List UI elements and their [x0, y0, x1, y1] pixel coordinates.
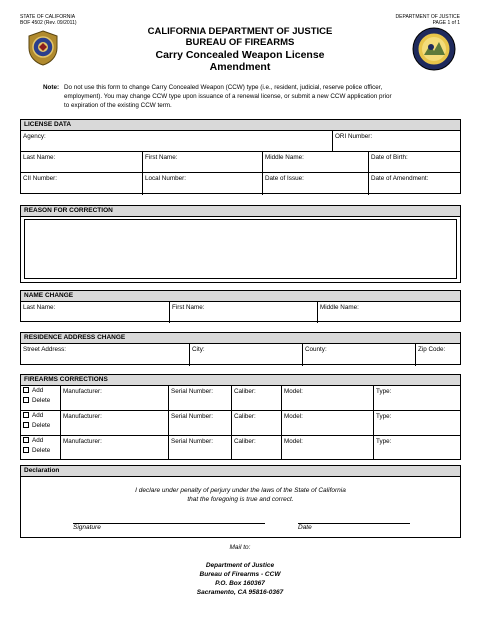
signature-line[interactable] [73, 523, 265, 524]
note-line-3: to expiration of the existing CCW term. [64, 102, 172, 109]
page-number: PAGE 1 of 1 [432, 20, 460, 26]
mail-address-line-3: P.O. Box 160367 [215, 580, 265, 587]
type-field[interactable]: Type: [373, 386, 460, 410]
declaration-line-2: that the foregoing is true and correct. [187, 496, 294, 503]
street-address-field[interactable]: Street Address: [23, 346, 67, 353]
ori-number-field[interactable]: ORI Number: [332, 131, 460, 151]
mail-address-line-2: Bureau of Firearms - CCW [199, 571, 281, 578]
model-field[interactable]: Model: [281, 411, 373, 435]
reason-textarea[interactable] [24, 219, 457, 279]
license-data-section [20, 119, 461, 194]
middle-name-field[interactable]: Middle Name: [262, 152, 368, 172]
last-name-field[interactable]: Last Name: [23, 154, 56, 161]
mail-address-line-4: Sacramento, CA 95816-0367 [196, 589, 284, 596]
add-checkbox[interactable]: Add [23, 387, 58, 395]
serial-number-field[interactable]: Serial Number: [168, 436, 231, 460]
mail-to-label: Mail to: [229, 544, 251, 551]
license-data-heading: LICENSE DATA [21, 120, 460, 131]
form-number: BOF 4502 (Rev. 09/2011) [20, 20, 77, 26]
department-label: DEPARTMENT OF JUSTICE [395, 14, 460, 20]
add-checkbox[interactable]: Add [23, 437, 58, 445]
first-name-field[interactable]: First Name: [142, 152, 262, 172]
firearm-row [21, 386, 460, 411]
new-last-name-field[interactable]: Last Name: [23, 304, 56, 311]
date-line[interactable] [298, 523, 410, 524]
declaration-heading: Declaration [21, 466, 460, 477]
reason-heading: REASON FOR CORRECTION [21, 206, 460, 217]
firearm-row [21, 436, 460, 460]
signature-label: Signature [73, 524, 101, 531]
delete-checkbox[interactable]: Delete [23, 422, 58, 430]
title-bureau: BUREAU OF FIREARMS [185, 37, 295, 48]
caliber-field[interactable]: Caliber: [231, 386, 281, 410]
address-section [20, 332, 461, 365]
note-line-1: Do not use this form to change Carry Concealed Weapon (CCW) type (i.e., resident, judicial, reserve police officer, [64, 84, 383, 91]
caliber-field[interactable]: Caliber: [231, 436, 281, 460]
date-of-issue-field[interactable]: Date of Issue: [262, 173, 368, 195]
firearm-row [21, 411, 460, 436]
new-middle-name-field[interactable]: Middle Name: [317, 302, 460, 323]
cii-number-field[interactable]: CII Number: [23, 175, 57, 182]
note-line-2: employment). You may change CCW type upon issuance of a renewal license, or submit a new CCW application prior [64, 93, 392, 100]
name-change-section [20, 290, 461, 322]
date-of-birth-field[interactable]: Date of Birth: [368, 152, 460, 172]
local-number-field[interactable]: Local Number: [142, 173, 262, 195]
date-label: Date [298, 524, 312, 531]
declaration-line-1: I declare under penalty of perjury under the laws of the State of California [135, 487, 346, 494]
model-field[interactable]: Model: [281, 436, 373, 460]
manufacturer-field[interactable]: Manufacturer: [60, 411, 168, 435]
firearms-section [20, 374, 461, 460]
serial-number-field[interactable]: Serial Number: [168, 411, 231, 435]
model-field[interactable]: Model: [281, 386, 373, 410]
agency-field[interactable]: Agency: [23, 133, 46, 140]
serial-number-field[interactable]: Serial Number: [168, 386, 231, 410]
delete-checkbox[interactable]: Delete [23, 397, 58, 405]
type-field[interactable]: Type: [373, 436, 460, 460]
caliber-field[interactable]: Caliber: [231, 411, 281, 435]
manufacturer-field[interactable]: Manufacturer: [60, 386, 168, 410]
delete-checkbox[interactable]: Delete [23, 447, 58, 455]
doj-badge-logo [26, 30, 60, 66]
title-form: Carry Concealed Weapon License [155, 49, 325, 61]
note-label: Note: [43, 84, 60, 91]
county-field[interactable]: County: [302, 344, 415, 366]
manufacturer-field[interactable]: Manufacturer: [60, 436, 168, 460]
title-amendment: Amendment [209, 61, 271, 73]
date-of-amendment-field[interactable]: Date of Amendment: [368, 173, 460, 195]
address-heading: RESIDENCE ADDRESS CHANGE [21, 333, 460, 344]
city-field[interactable]: City: [189, 344, 302, 366]
title-department: CALIFORNIA DEPARTMENT OF JUSTICE [147, 26, 333, 37]
zip-code-field[interactable]: Zip Code: [415, 344, 460, 366]
firearms-heading: FIREARMS CORRECTIONS [21, 375, 460, 386]
name-change-heading: NAME CHANGE [21, 291, 460, 302]
form-state-label: STATE OF CALIFORNIA [20, 14, 76, 20]
state-seal-logo [412, 27, 456, 71]
mail-address-line-1: Department of Justice [205, 562, 275, 569]
type-field[interactable]: Type: [373, 411, 460, 435]
reason-section [20, 205, 461, 283]
add-checkbox[interactable]: Add [23, 412, 58, 420]
new-first-name-field[interactable]: First Name: [169, 302, 317, 323]
declaration-section [20, 465, 461, 538]
